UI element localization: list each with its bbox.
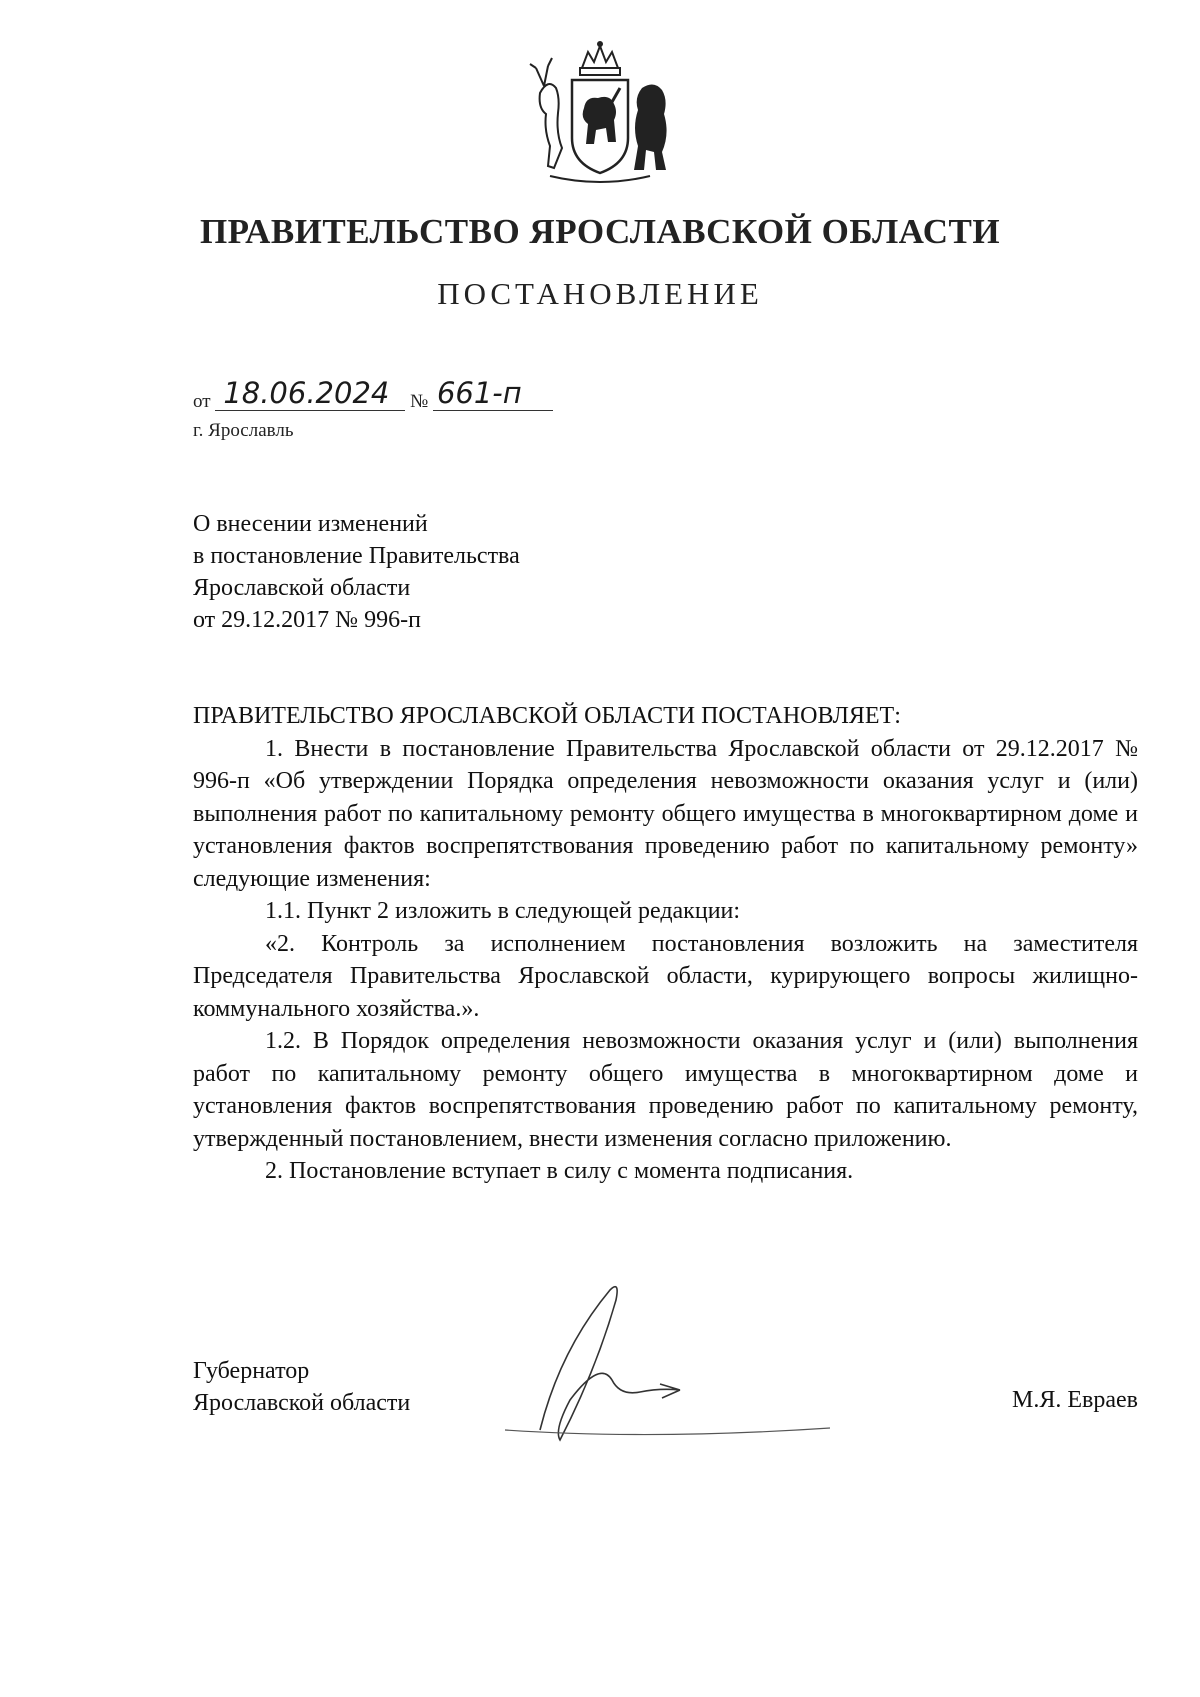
handwritten-number: 661-п bbox=[433, 376, 553, 411]
paragraph-1: 1. Внести в постановление Правительства Ярославской области от 29.12.2017 № 996-п «Об утверждении Порядка определения невозможности оказания услуг и (или) выполнения работ по капитальному ремонту общего имущества в многоквартирном доме и установления фактов воспрепятствования проведению работ по капитальному ремонту» следующие изменения: bbox=[193, 735, 1138, 892]
from-label: от bbox=[193, 391, 211, 412]
paragraph-1-1-quote: «2. Контроль за исполнением постановления возложить на заместителя Председателя Правительства Ярославской области, курирующего вопросы жилищно-коммунального хозяйства.». bbox=[193, 930, 1138, 1022]
subject-line: О внесении изменений bbox=[193, 511, 428, 537]
signatory-name: М.Я. Евраев bbox=[1012, 1387, 1138, 1413]
decree-body bbox=[193, 700, 1138, 1188]
position-line-2: Ярославской области bbox=[193, 1390, 411, 1416]
city: г. Ярославль bbox=[193, 420, 294, 441]
organization-title: ПРАВИТЕЛЬСТВО ЯРОСЛАВСКОЙ ОБЛАСТИ bbox=[199, 212, 1001, 251]
subject-line: в постановление Правительства bbox=[193, 543, 520, 569]
paragraph-1-2: 1.2. В Порядок определения невозможности оказания услуг и (или) выполнения работ по капитальному ремонту общего имущества в многоквартирном доме и установления фактов воспрепятствования проведению работ по капитальному ремонту, утвержденный постановлением, внести изменения согласно приложению. bbox=[193, 1028, 1138, 1152]
date-number-line bbox=[193, 376, 553, 415]
subject-line: от 29.12.2017 № 996-п bbox=[193, 607, 421, 633]
document-type: ПОСТАНОВЛЕНИЕ bbox=[437, 276, 763, 311]
number-label: № bbox=[410, 391, 429, 412]
subject-line: Ярославской области bbox=[193, 575, 411, 601]
signatory-position bbox=[193, 1355, 410, 1419]
position-line-1: Губернатор bbox=[193, 1358, 310, 1384]
paragraph-1-1: 1.1. Пункт 2 изложить в следующей редакции: bbox=[265, 898, 741, 924]
document-subject bbox=[193, 508, 520, 636]
coat-of-arms-icon bbox=[520, 38, 680, 188]
decree-lead: ПРАВИТЕЛЬСТВО ЯРОСЛАВСКОЙ ОБЛАСТИ ПОСТАНОВЛЯЕТ: bbox=[193, 703, 901, 729]
paragraph-2: 2. Постановление вступает в силу с момента подписания. bbox=[265, 1158, 854, 1184]
handwritten-date: 18.06.2024 bbox=[215, 376, 405, 411]
handwritten-signature bbox=[500, 1280, 900, 1450]
